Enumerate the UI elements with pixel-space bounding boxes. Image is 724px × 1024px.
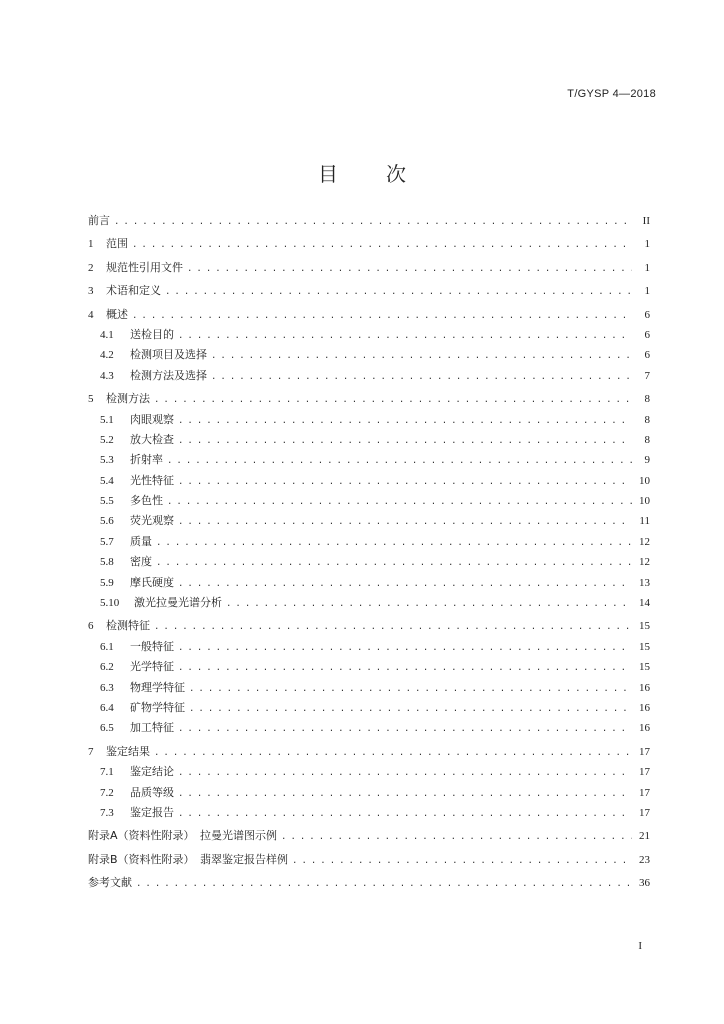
dot-leader bbox=[132, 240, 632, 250]
toc-entry-label: 范围 bbox=[106, 237, 128, 251]
dot-leader bbox=[281, 832, 632, 842]
toc-entry-label: 摩氏硬度 bbox=[130, 575, 174, 589]
dot-leader bbox=[178, 517, 632, 527]
toc-entry-label: 品质等级 bbox=[130, 785, 174, 799]
toc-entry-page: 6 bbox=[644, 349, 650, 362]
toc-entry-label: 检测方法 bbox=[106, 392, 150, 406]
dot-leader bbox=[211, 351, 632, 361]
dot-leader bbox=[156, 538, 632, 548]
toc-entry-label: 折射率 bbox=[130, 453, 163, 467]
toc-entry[interactable] bbox=[88, 827, 650, 847]
toc-entry-page: II bbox=[642, 215, 650, 227]
toc-entry-label: 光性特征 bbox=[130, 473, 174, 487]
toc-entry-number: 5.2 bbox=[100, 433, 114, 446]
dot-leader bbox=[178, 579, 632, 589]
page-number: I bbox=[638, 940, 642, 952]
toc-entry-page: 1 bbox=[644, 238, 650, 251]
dot-leader bbox=[178, 477, 632, 487]
toc-entry-number: 7.1 bbox=[100, 766, 114, 779]
dot-leader bbox=[178, 436, 632, 446]
toc-entry-number: 5.9 bbox=[100, 576, 114, 589]
toc-entry-label: 多色性 bbox=[130, 494, 163, 508]
toc-entry-number: 6.5 bbox=[100, 722, 114, 735]
dot-leader bbox=[167, 497, 632, 507]
dot-leader bbox=[154, 622, 632, 632]
toc-entry-label: 一般特征 bbox=[130, 639, 174, 653]
toc-entry-page: 36 bbox=[639, 877, 650, 890]
toc-entry-number: 4.1 bbox=[100, 328, 114, 341]
toc-entry-label: 术语和定义 bbox=[106, 284, 161, 298]
toc-entry[interactable] bbox=[88, 784, 650, 804]
toc-entry[interactable] bbox=[88, 367, 650, 387]
toc-entry-page: 15 bbox=[639, 661, 650, 674]
toc-entry[interactable] bbox=[88, 346, 650, 366]
toc-entry-number: 6 bbox=[88, 620, 94, 633]
toc-entry-page: 1 bbox=[644, 261, 650, 274]
toc-entry[interactable] bbox=[88, 431, 650, 451]
toc-entry-page: 12 bbox=[639, 535, 650, 548]
toc-entry[interactable] bbox=[88, 638, 650, 658]
toc-entry-page: 8 bbox=[644, 433, 650, 446]
toc-entry[interactable] bbox=[88, 574, 650, 594]
toc-entry[interactable] bbox=[88, 492, 650, 512]
title-char-2: 次 bbox=[386, 162, 406, 186]
toc-entry-page: 10 bbox=[639, 495, 650, 508]
toc-entry-number: 5.8 bbox=[100, 556, 114, 569]
toc-entry[interactable] bbox=[88, 719, 650, 739]
toc-entry[interactable] bbox=[88, 804, 650, 824]
toc-entry-number: 5.1 bbox=[100, 413, 114, 426]
toc-entry-label: 送检目的 bbox=[130, 327, 174, 341]
dot-leader bbox=[154, 748, 632, 758]
toc-entry-label: 物理学特征 bbox=[130, 680, 185, 694]
toc-entry-number: 5 bbox=[88, 393, 94, 406]
toc-entry-label: 附录A（资料性附录） 拉曼光谱图示例 bbox=[88, 829, 278, 843]
toc-entry[interactable] bbox=[88, 259, 650, 279]
toc-entry-number: 5.3 bbox=[100, 454, 114, 467]
toc-entry-number: 6.1 bbox=[100, 640, 114, 653]
toc-entry-number: 5.5 bbox=[100, 495, 114, 508]
toc-entry[interactable] bbox=[88, 553, 650, 573]
toc-entry-label: 肉眼观察 bbox=[130, 412, 174, 426]
toc-entry-page: 11 bbox=[639, 515, 650, 528]
toc-entry-label: 加工特征 bbox=[130, 721, 174, 735]
toc-entry-label: 鉴定报告 bbox=[130, 805, 174, 819]
dot-leader bbox=[226, 599, 632, 609]
toc-entry[interactable] bbox=[88, 282, 650, 302]
toc-entry-page: 17 bbox=[639, 766, 650, 779]
page-title bbox=[0, 158, 724, 187]
dot-leader bbox=[178, 331, 632, 341]
dot-leader bbox=[178, 643, 632, 653]
toc-entry-label: 检测项目及选择 bbox=[130, 348, 207, 362]
toc-entry[interactable] bbox=[88, 411, 650, 431]
toc-entry-label: 附录B（资料性附录） 翡翠鉴定报告样例 bbox=[88, 852, 289, 866]
dot-leader bbox=[154, 395, 632, 405]
dot-leader bbox=[189, 704, 632, 714]
dot-leader bbox=[292, 856, 632, 866]
toc-entry[interactable] bbox=[88, 763, 650, 783]
dot-leader bbox=[165, 287, 632, 297]
toc-entry-page: 16 bbox=[639, 681, 650, 694]
toc-entry-number: 5.7 bbox=[100, 535, 114, 548]
toc-entry-number: 6.4 bbox=[100, 701, 114, 714]
toc-entry-number: 6.2 bbox=[100, 661, 114, 674]
toc-entry-number: 3 bbox=[88, 285, 94, 298]
toc-entry[interactable] bbox=[88, 451, 650, 471]
dot-leader bbox=[178, 416, 632, 426]
toc-entry-label: 前言 bbox=[88, 214, 110, 227]
toc-entry-page: 16 bbox=[639, 701, 650, 714]
toc-entry[interactable] bbox=[88, 699, 650, 719]
toc-entry[interactable] bbox=[88, 617, 650, 637]
toc-entry[interactable] bbox=[88, 306, 650, 326]
dot-leader bbox=[167, 456, 632, 466]
toc-entry[interactable] bbox=[88, 851, 650, 871]
toc-entry-page: 13 bbox=[639, 576, 650, 589]
toc-entry[interactable] bbox=[88, 512, 650, 532]
toc-entry-label: 概述 bbox=[106, 307, 128, 321]
toc-entry-number: 5.6 bbox=[100, 515, 114, 528]
dot-leader bbox=[178, 663, 632, 673]
toc-entry-label: 鉴定结论 bbox=[130, 765, 174, 779]
title-char-1: 目 bbox=[318, 162, 338, 186]
dot-leader bbox=[187, 264, 632, 274]
toc-entry[interactable] bbox=[88, 212, 650, 232]
toc-entry-number: 6.3 bbox=[100, 681, 114, 694]
toc-entry-label: 矿物学特征 bbox=[130, 700, 185, 714]
toc-entry-label: 质量 bbox=[130, 534, 152, 548]
toc-entry-number: 4 bbox=[88, 308, 94, 321]
dot-leader bbox=[178, 724, 632, 734]
toc-entry-label: 检测方法及选择 bbox=[130, 368, 207, 382]
toc-entry-label: 激光拉曼光谱分析 bbox=[134, 596, 222, 610]
dot-leader bbox=[189, 684, 632, 694]
toc-entry-label: 检测特征 bbox=[106, 619, 150, 633]
table-of-contents bbox=[88, 212, 650, 895]
toc-entry-page: 16 bbox=[639, 722, 650, 735]
toc-entry-number: 5.10 bbox=[100, 597, 120, 610]
toc-entry-label: 鉴定结果 bbox=[106, 744, 150, 758]
toc-entry-page: 14 bbox=[639, 597, 650, 610]
toc-entry-page: 7 bbox=[644, 369, 650, 382]
document-id: T/GYSP 4—2018 bbox=[567, 88, 656, 100]
toc-entry[interactable] bbox=[88, 390, 650, 410]
dot-leader bbox=[178, 789, 632, 799]
toc-entry-label: 放大检查 bbox=[130, 432, 174, 446]
toc-entry-page: 9 bbox=[644, 454, 650, 467]
toc-entry-number: 1 bbox=[88, 238, 94, 251]
toc-entry-label: 规范性引用文件 bbox=[106, 260, 183, 274]
dot-leader bbox=[211, 372, 632, 382]
dot-leader bbox=[156, 558, 632, 568]
toc-entry-page: 1 bbox=[644, 285, 650, 298]
toc-entry[interactable] bbox=[88, 533, 650, 553]
toc-entry[interactable] bbox=[88, 472, 650, 492]
toc-entry-page: 6 bbox=[644, 328, 650, 341]
toc-entry-page: 15 bbox=[639, 620, 650, 633]
toc-entry-page: 6 bbox=[644, 308, 650, 321]
toc-entry[interactable] bbox=[88, 326, 650, 346]
toc-entry-page: 10 bbox=[639, 474, 650, 487]
dot-leader bbox=[178, 809, 632, 819]
toc-entry-number: 4.3 bbox=[100, 369, 114, 382]
toc-entry[interactable] bbox=[88, 874, 650, 894]
toc-entry-label: 密度 bbox=[130, 555, 152, 569]
toc-entry-page: 8 bbox=[644, 413, 650, 426]
toc-entry-page: 12 bbox=[639, 556, 650, 569]
dot-leader bbox=[132, 311, 632, 321]
toc-entry-label: 参考文献 bbox=[88, 876, 132, 890]
toc-entry[interactable] bbox=[88, 594, 650, 614]
toc-entry-page: 17 bbox=[639, 745, 650, 758]
toc-entry-number: 7.3 bbox=[100, 806, 114, 819]
toc-entry-page: 17 bbox=[639, 806, 650, 819]
toc-entry-number: 7 bbox=[88, 745, 94, 758]
toc-entry-page: 23 bbox=[639, 853, 650, 866]
toc-entry-number: 7.2 bbox=[100, 786, 114, 799]
toc-entry-page: 15 bbox=[639, 640, 650, 653]
toc-entry[interactable] bbox=[88, 743, 650, 763]
toc-entry-label: 光学特征 bbox=[130, 660, 174, 674]
toc-entry[interactable] bbox=[88, 235, 650, 255]
toc-entry-number: 5.4 bbox=[100, 474, 114, 487]
toc-entry-number: 2 bbox=[88, 261, 94, 274]
dot-leader bbox=[114, 217, 632, 227]
dot-leader bbox=[136, 879, 632, 889]
toc-entry[interactable] bbox=[88, 658, 650, 678]
toc-entry-label: 荧光观察 bbox=[130, 514, 174, 528]
toc-entry-number: 4.2 bbox=[100, 349, 114, 362]
toc-entry-page: 17 bbox=[639, 786, 650, 799]
toc-entry-page: 21 bbox=[639, 830, 650, 843]
toc-entry[interactable] bbox=[88, 679, 650, 699]
dot-leader bbox=[178, 768, 632, 778]
toc-entry-page: 8 bbox=[644, 393, 650, 406]
